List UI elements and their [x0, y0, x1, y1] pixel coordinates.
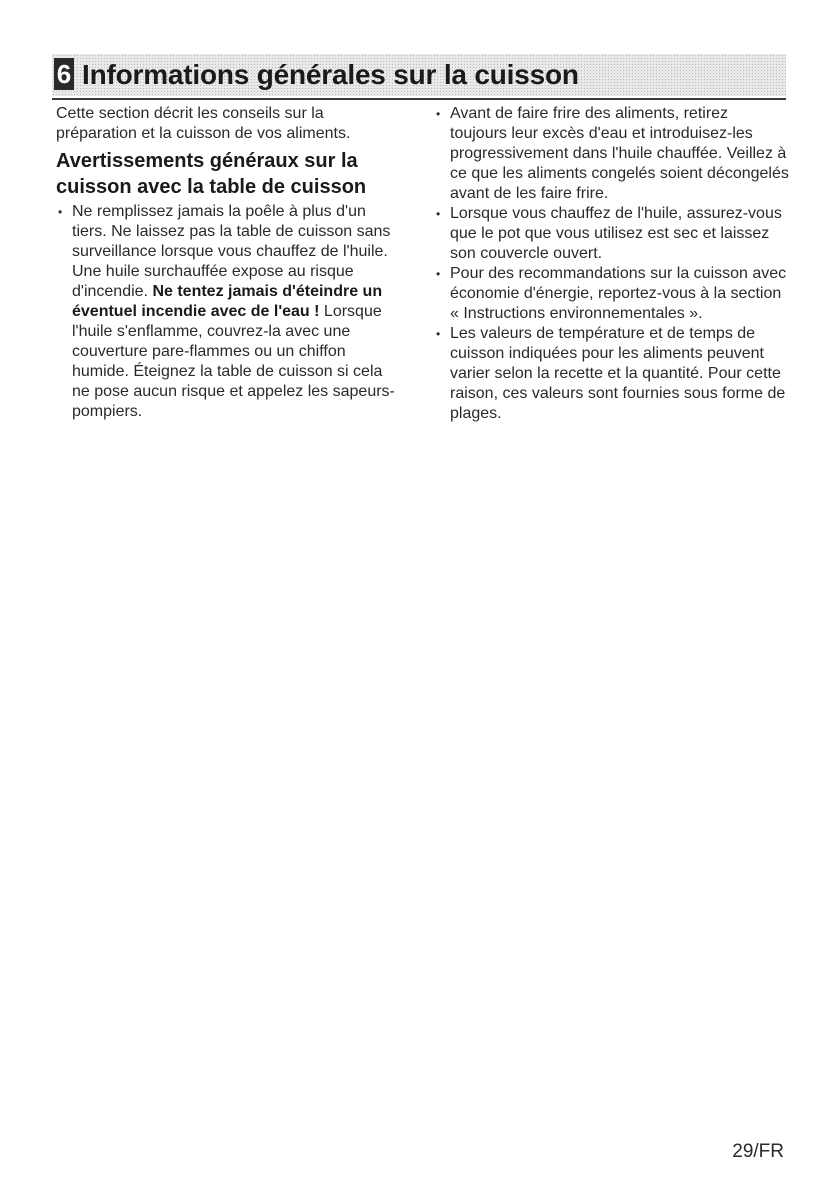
list-item: • Pour des recommandations sur la cuisson avec économie d'énergie, reportez-vous à la section « Instructions environnementales ». [434, 264, 789, 324]
warning-text: Ne remplissez jamais la poêle à plus d'un tiers. Ne laissez pas la table de cuisson sans surveillance lorsque vous chauffez de l'huile. Une huile surchauffée expose au risque d'incendie. [72, 203, 391, 300]
warning-text-continued: Lorsque l'huile s'enflamme, couvrez-la avec une couverture pare-flammes ou un chiffon humide. Éteignez la table de cuisson si cela ne pose aucun risque et appelez les sapeurs-pompiers. [72, 303, 395, 420]
left-column [56, 104, 401, 422]
section-header-rule [52, 98, 786, 100]
page-number: 29/FR [732, 1141, 784, 1162]
warning-emphasis: Ne tentez jamais d'éteindre un éventuel incendie avec de l'eau ! [72, 283, 383, 320]
warning-list [56, 202, 401, 422]
chapter-number-badge: 6 [54, 58, 74, 90]
list-item [56, 202, 401, 422]
section-heading: Avertissements généraux sur la cuisson avec la table de cuisson [56, 150, 367, 198]
intro-paragraph: Cette section décrit les conseils sur la préparation et la cuisson de vos aliments. [56, 105, 351, 142]
list-item: • Les valeurs de température et de temps de cuisson indiquées pour les aliments peuvent varier selon la recette et la quantité. Pour cette raison, ces valeurs sont fournies sous forme de plages. [434, 324, 789, 424]
chapter-title: Informations générales sur la cuisson [82, 59, 579, 90]
list-item: • Avant de faire frire des aliments, retirez toujours leur excès d'eau et introduisez-les progressivement dans l'huile chauffée. Veillez à ce que les aliments congelés soient décongelés avant de les faire frire. [434, 104, 789, 204]
list-item: • Lorsque vous chauffez de l'huile, assurez-vous que le pot que vous utilisez est sec et laissez son couvercle ouvert. [434, 204, 789, 264]
advice-list [434, 104, 789, 424]
right-column [434, 104, 789, 424]
